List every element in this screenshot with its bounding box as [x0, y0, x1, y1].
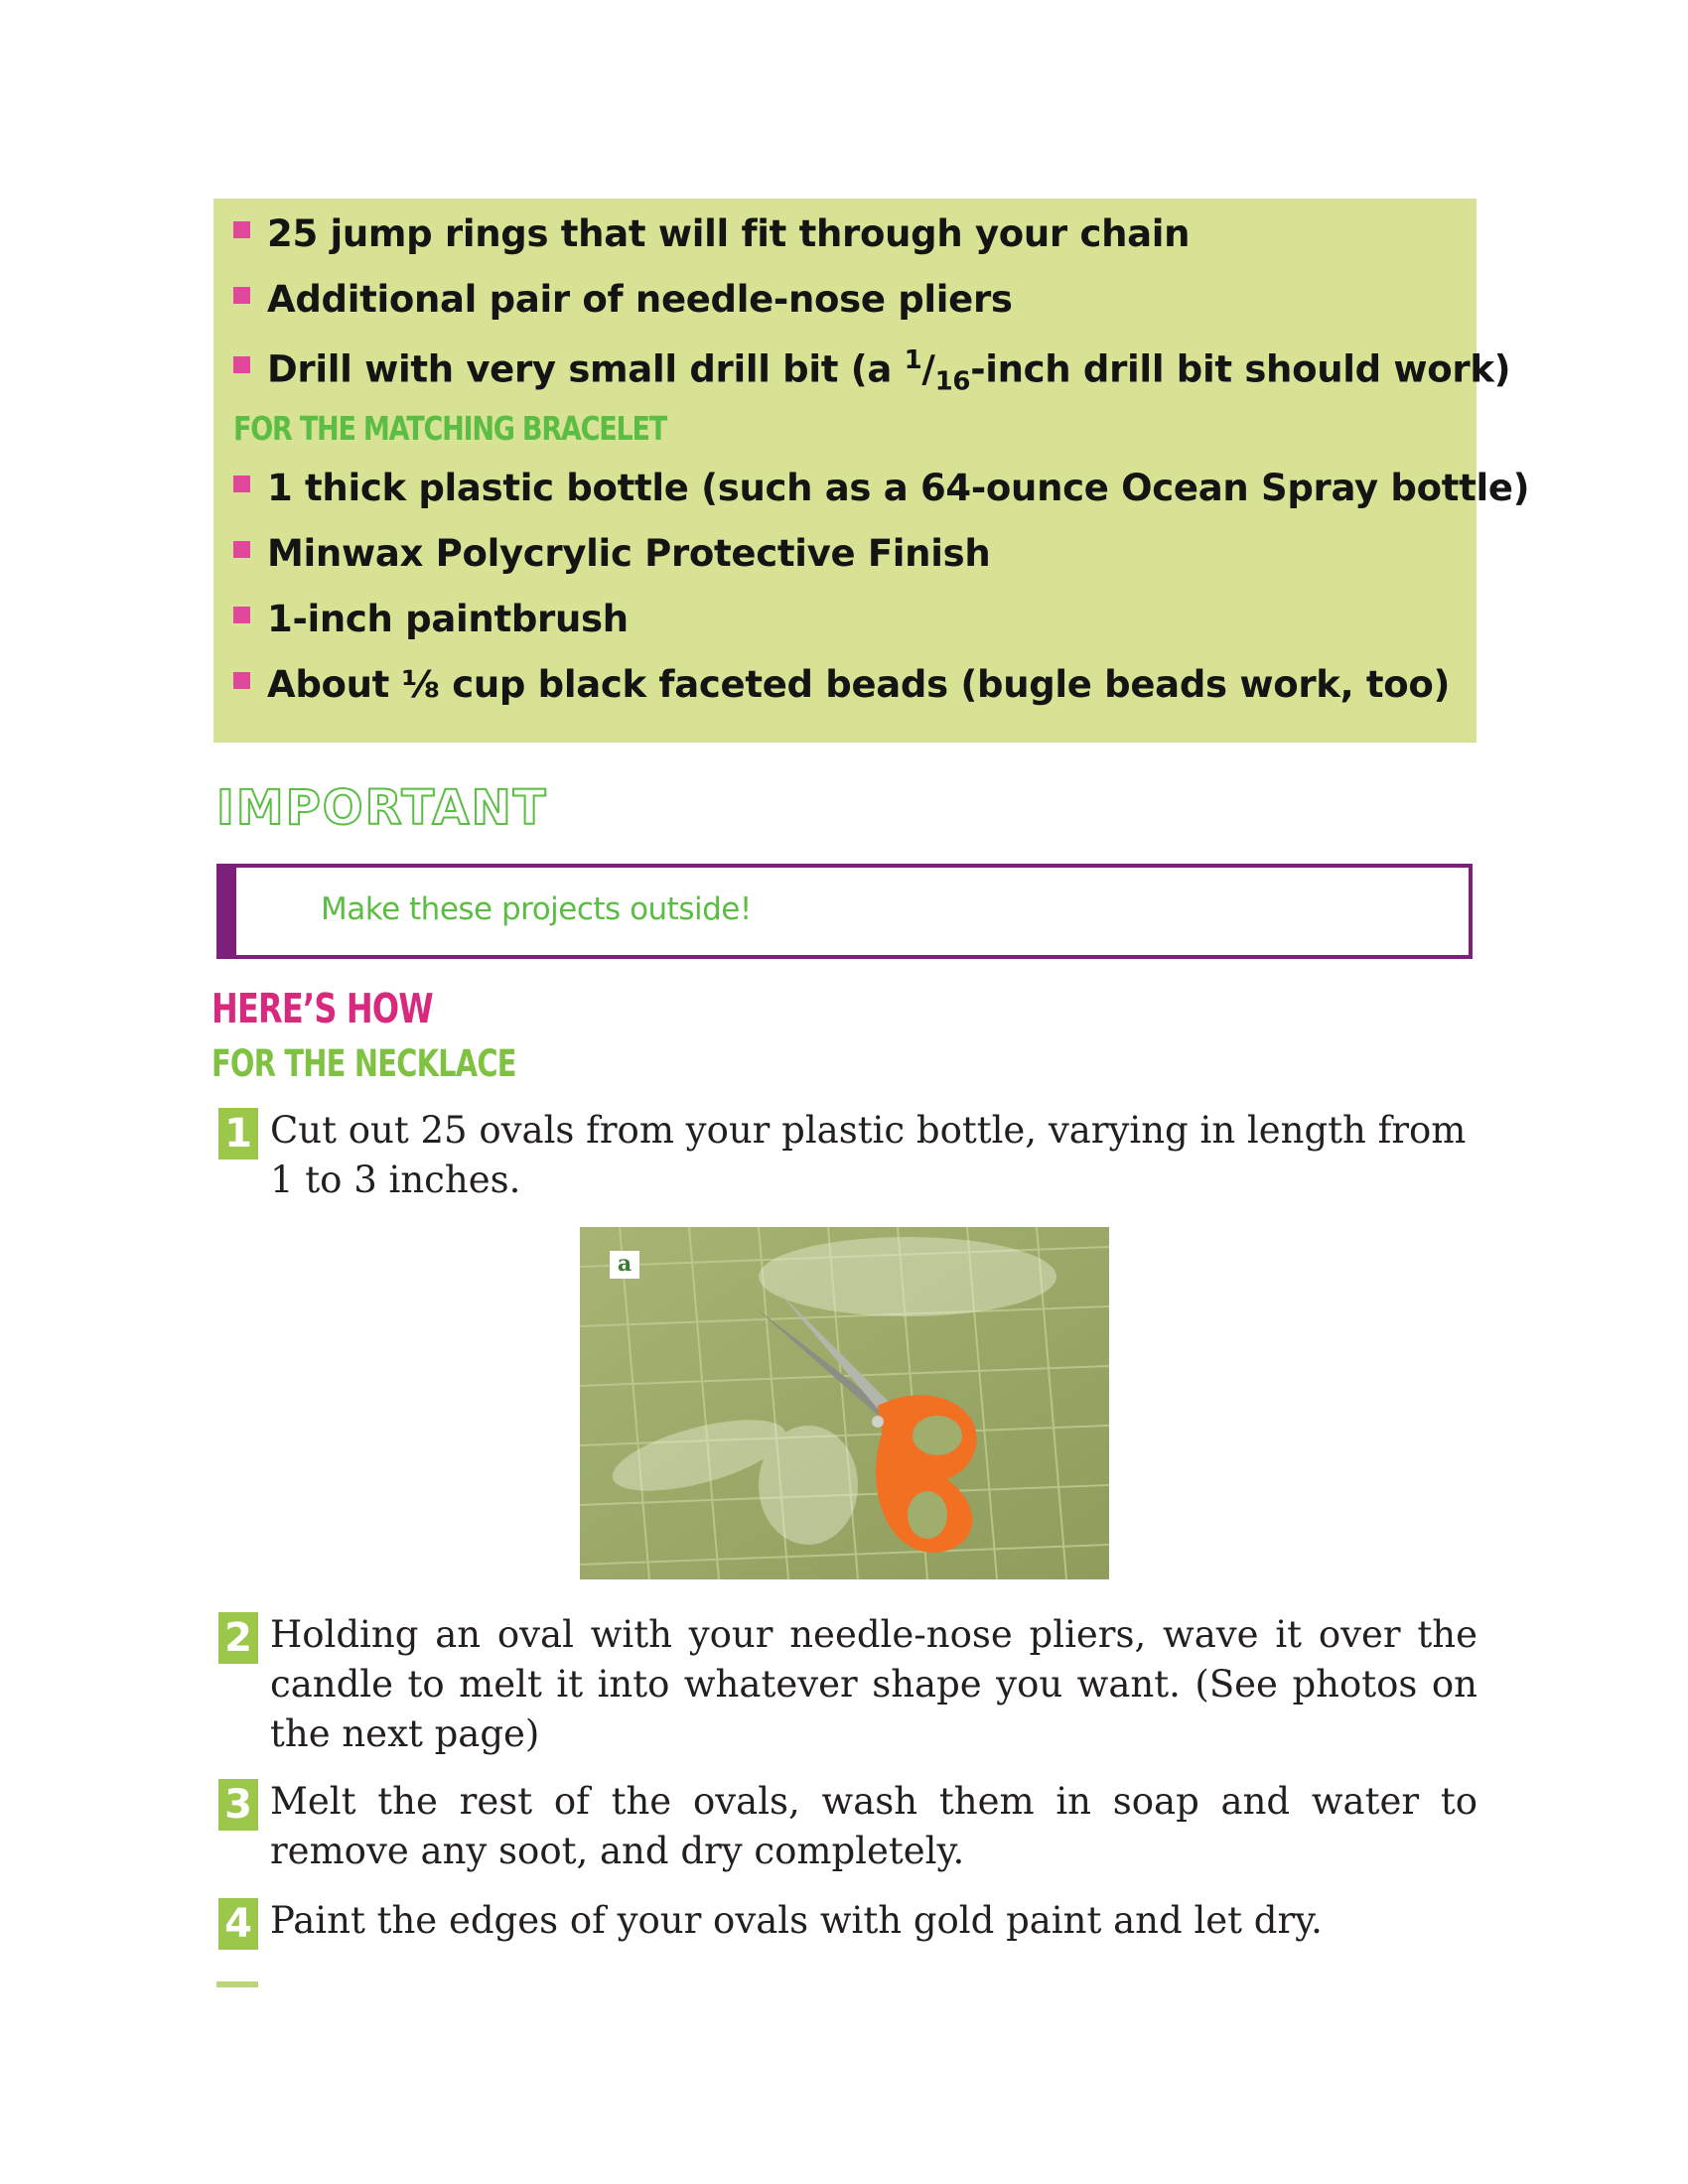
bullet-square-icon — [233, 607, 250, 623]
bullet-square-icon — [233, 672, 250, 689]
step-number-badge: 3 — [218, 1779, 258, 1831]
step-text: Melt the rest of the ovals, wash them in soap and water to remove any soot, and dry completely. — [270, 1780, 1477, 1872]
decorative-dash — [216, 1981, 258, 1987]
bullet-square-icon — [233, 476, 250, 492]
step-number-badge: 2 — [218, 1612, 258, 1664]
step-text: Paint the edges of your ovals with gold paint and let dry. — [270, 1899, 1323, 1942]
supply-item: Minwax Polycrylic Protective Finish — [233, 532, 990, 582]
step-4 — [216, 1896, 1477, 1946]
important-heading: IMPORTANT — [216, 780, 548, 836]
supply-item: Additional pair of needle-nose pliers — [233, 278, 1013, 328]
necklace-subheading: FOR THE NECKLACE — [211, 1042, 516, 1085]
bullet-square-icon — [233, 221, 250, 238]
supply-item-drill: Drill with very small drill bit (a $^1/_{16}$-inch drill bit should work) — [233, 345, 1510, 395]
step-2 — [216, 1610, 1477, 1759]
scissors-cutting-mat-image — [580, 1227, 1109, 1579]
bracelet-heading: FOR THE MATCHING BRACELET — [233, 409, 667, 448]
scissors-photo — [580, 1227, 1109, 1579]
supplies-box — [213, 199, 1530, 743]
step-1 — [216, 1106, 1477, 1205]
supply-item: 1 thick plastic bottle (such as a 64-ounce Ocean Spray bottle) — [233, 467, 1529, 516]
step-number-badge: 4 — [218, 1898, 258, 1950]
callout-text: Make these projects outside! — [321, 891, 752, 927]
bullet-square-icon — [233, 541, 250, 558]
important-callout — [216, 864, 1473, 959]
supply-item: About ⅛ cup black faceted beads (bugle beads work, too) — [233, 663, 1450, 713]
step-3 — [216, 1777, 1477, 1876]
step-text: Cut out 25 ovals from your plastic bottle, varying in length from 1 to 3 inches. — [270, 1109, 1467, 1201]
step-number-badge: 1 — [218, 1108, 258, 1160]
heres-how-heading: HERE’S HOW — [211, 985, 433, 1032]
bullet-square-icon — [233, 356, 250, 373]
supply-item: 1-inch paintbrush — [233, 598, 629, 647]
step-text: Holding an oval with your needle-nose pliers, wave it over the candle to melt it into whatever shape you want. (See photos on the next page) — [270, 1613, 1477, 1755]
supply-item: 25 jump rings that will fit through your chain — [233, 212, 1190, 262]
photo-label: a — [610, 1251, 639, 1279]
bullet-square-icon — [233, 287, 250, 304]
